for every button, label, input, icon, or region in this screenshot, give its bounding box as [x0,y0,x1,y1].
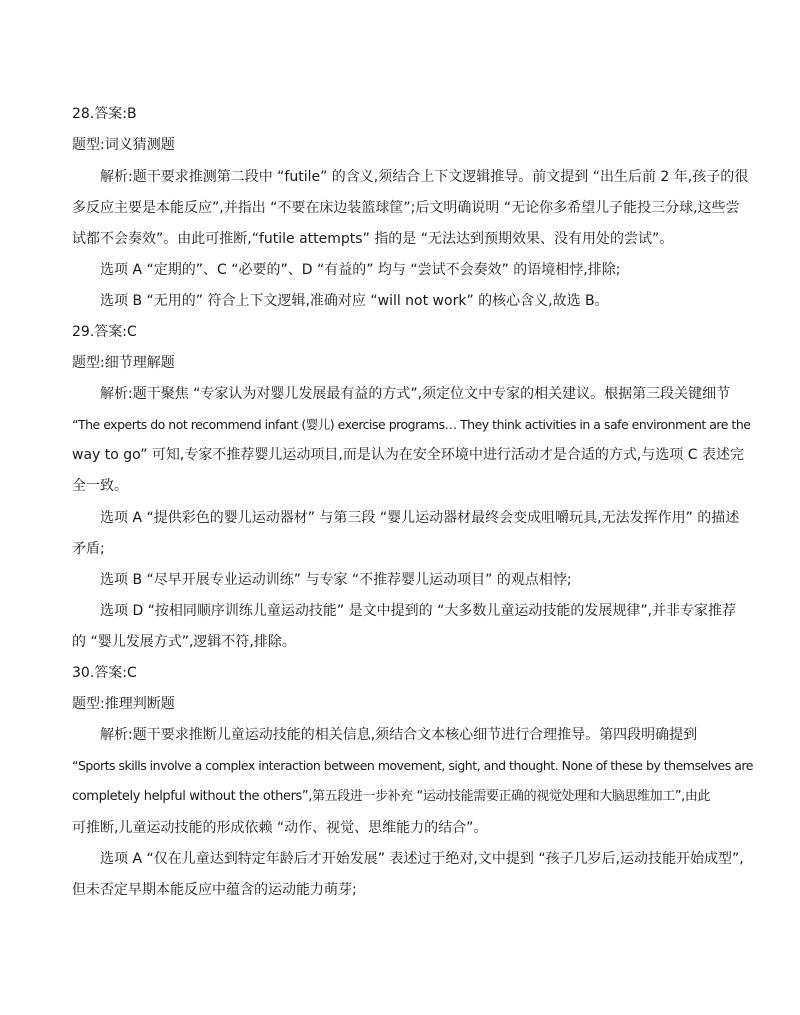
q30-analysis-line-1: 解析:题干要求推断儿童运动技能的相关信息,须结合文本核心细节进行合理推导。第四段明确提到 [100,727,698,743]
q30-option-a-line-1: 选项 A “仅在儿童达到特定年龄后才开始发展” 表述过于绝对,文中提到 “孩子几岁后,运动技能开始成型”, [100,851,744,867]
q30-type: 题型:推理判断题 [72,696,175,712]
q29-option-d-line-2: 的 “婴儿发展方式”,逻辑不符,排除。 [72,634,296,650]
q28-answer: 28.答案:B [72,106,137,122]
q29-analysis-line-1: 解析:题干聚焦 “专家认为对婴儿发展最有益的方式”,须定位文中专家的相关建议。根据第三段关键细节 [100,386,731,402]
q30-analysis-line-4: 可推断,儿童运动技能的形成依赖 “动作、视觉、思维能力的结合”。 [72,820,488,836]
q30-option-a-line-2: 但未否定早期本能反应中蕴含的运动能力萌芽; [72,882,357,898]
q29-analysis-line-3: way to go” 可知,专家不推荐婴儿运动项目,而是认为在安全环境中进行活动才是合适的方式,与选项 C 表述完 [72,447,744,463]
q29-answer: 29.答案:C [72,324,137,340]
q29-option-a-line-2: 矛盾; [72,541,105,557]
q28-type: 题型:词义猜测题 [72,137,175,153]
q29-option-b: 选项 B “尽早开展专业运动训练” 与专家 “不推荐婴儿运动项目” 的观点相悖; [100,572,572,588]
q28-analysis-line-1: 解析:题干要求推测第二段中 “futile” 的含义,须结合上下文逻辑推导。前文提到 “出生后前 2 年,孩子的很 [100,169,749,185]
q30-analysis-line-2: “Sports skills involve a complex interaction between movement, sight, and thought. None of these by themselves are [72,758,753,773]
q28-option-b: 选项 B “无用的” 符合上下文逻辑,准确对应 “will not work” 的核心含义,故选 B。 [100,293,609,309]
q29-type: 题型:细节理解题 [72,355,175,371]
q28-option-acd: 选项 A “定期的”、C “必要的”、D “有益的” 均与 “尝试不会奏效” 的语境相悖,排除; [100,262,621,278]
q30-analysis-line-3: completely helpful without the others”,第五段进一步补充 “运动技能需要正确的视觉处理和大脑思维加工”,由此 [72,789,711,804]
q29-analysis-line-2: “The experts do not recommend infant (婴儿) exercise programs… They think activities in a safe environment are the [72,417,751,432]
q29-option-d-line-1: 选项 D “按相同顺序训练儿童运动技能” 是文中提到的 “大多数儿童运动技能的发展规律”,并非专家推荐 [100,603,737,619]
q29-analysis-line-4: 全一致。 [72,478,128,494]
q28-analysis-line-2: 多反应主要是本能反应”,并指出 “不要在床边装篮球筐”;后文明确说明 “无论你多希望儿子能投三分球,这些尝 [72,200,740,216]
q30-answer: 30.答案:C [72,665,137,681]
q29-option-a-line-1: 选项 A “提供彩色的婴儿运动器材” 与第三段 “婴儿运动器材最终会变成咀嚼玩具,无法发挥作用” 的描述 [100,510,740,526]
q28-analysis-line-3: 试都不会奏效”。由此可推断,“futile attempts” 指的是 “无法达到预期效果、没有用处的尝试”。 [72,231,674,247]
